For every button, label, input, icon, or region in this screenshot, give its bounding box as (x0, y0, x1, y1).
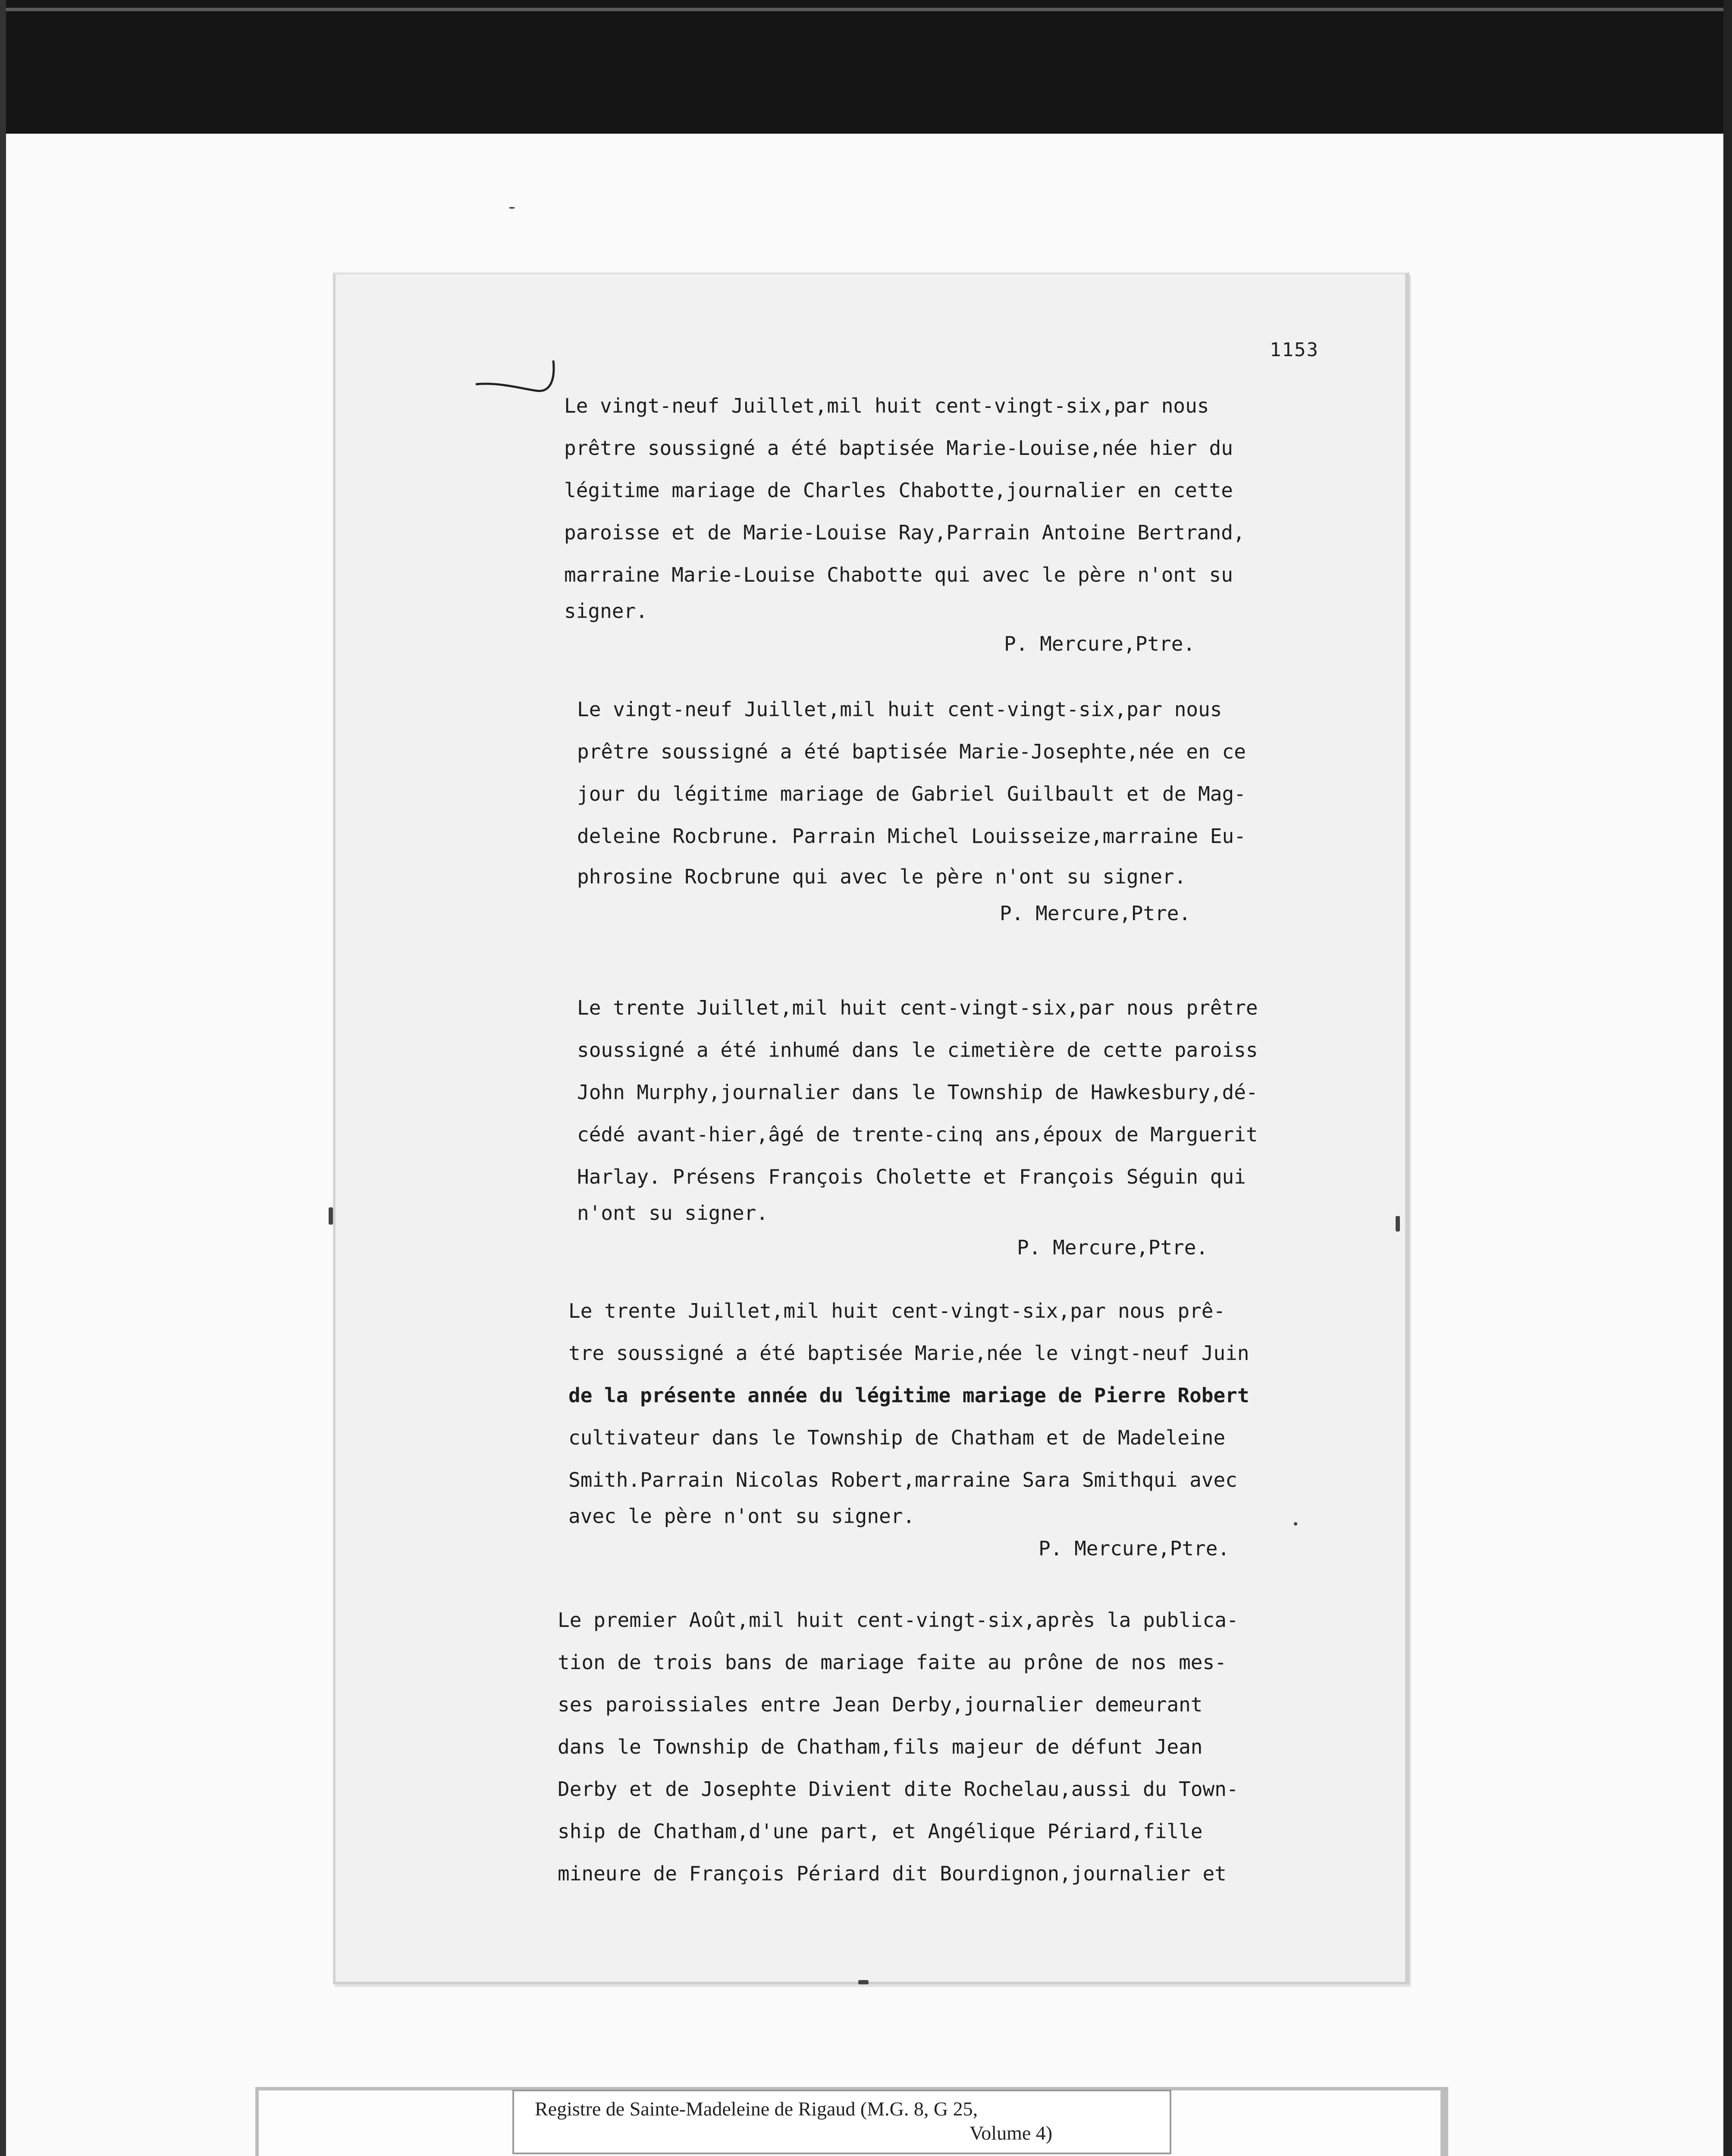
film-top-band (0, 0, 1732, 134)
register-entry (558, 1599, 1325, 1895)
register-entry (564, 385, 1332, 661)
register-entry (577, 987, 1345, 1267)
entry-line: n'ont su signer. (577, 1201, 769, 1225)
entry-line: légitime mariage de Charles Chabotte,journalier en cette (564, 479, 1233, 502)
entry-line: ses paroissiales entre Jean Derby,journalier demeurant (558, 1693, 1203, 1716)
label-line: Registre de Sainte-Madeleine de Rigaud (M.G. 8, G 25, (535, 2098, 978, 2120)
entry-line: Smith.Parrain Nicolas Robert,marraine Sara Smithqui avec (568, 1468, 1237, 1492)
register-page (333, 273, 1409, 1984)
entry-line: Le trente Juillet,mil huit cent-vingt-six,par nous prêtre (577, 996, 1258, 1019)
entry-line: Le trente Juillet,mil huit cent-vingt-six,par nous prê- (568, 1299, 1226, 1322)
priest-signature: P. Mercure,Ptre. (1017, 1236, 1208, 1259)
film-edge-line (0, 8, 1732, 11)
page-number: 1153 (1270, 339, 1319, 361)
entry-line: Le premier Août,mil huit cent-vingt-six,après la publica- (558, 1608, 1239, 1632)
entry-line: ship de Chatham,d'une part, et Angélique Périard,fille (558, 1820, 1203, 1843)
label-line: Volume 4) (970, 2122, 1053, 2144)
entry-line: Le vingt-neuf Juillet,mil huit cent-vingt-six,par nous (577, 698, 1222, 721)
entry-line: Le vingt-neuf Juillet,mil huit cent-vingt-six,par nous (564, 394, 1209, 417)
entry-line: prêtre soussigné a été baptisée Marie-Josephte,née en ce (577, 740, 1246, 763)
film-speck (329, 1207, 333, 1225)
entry-line: deleine Rocbrune. Parrain Michel Louisseize,marraine Eu- (577, 824, 1246, 848)
entry-line: prêtre soussigné a été baptisée Marie-Louise,née hier du (564, 436, 1233, 460)
entry-line: tre soussigné a été baptisée Marie,née le vingt-neuf Juin (568, 1341, 1249, 1365)
entry-line: Harlay. Présens François Cholette et François Séguin qui (577, 1165, 1246, 1188)
entry-line: Derby et de Josephte Divient dite Rochelau,aussi du Town- (558, 1777, 1239, 1801)
entry-line: tion de trois bans de mariage faite au prône de nos mes- (558, 1651, 1227, 1674)
entry-line: avec le père n'ont su signer. (568, 1504, 915, 1528)
film-left-edge (0, 0, 6, 2156)
entry-line: de la présente année du légitime mariage de Pierre Robert (568, 1384, 1249, 1407)
priest-signature: P. Mercure,Ptre. (1039, 1537, 1230, 1560)
margin-hook-mark (474, 352, 577, 412)
register-entry (568, 1290, 1336, 1566)
film-right-edge (1723, 0, 1732, 2156)
entry-line: phrosine Rocbrune qui avec le père n'ont su signer. (577, 865, 1186, 888)
priest-signature: P. Mercure,Ptre. (1000, 902, 1191, 925)
film-speck (509, 207, 515, 209)
register-entry (577, 688, 1345, 931)
entry-line: signer. (564, 599, 648, 623)
entry-line: jour du légitime mariage de Gabriel Guilbault et de Mag- (577, 782, 1246, 805)
film-speck (858, 1980, 869, 1984)
film-speck (1294, 1522, 1297, 1526)
entry-line: paroisse et de Marie-Louise Ray,Parrain Antoine Bertrand, (564, 521, 1245, 544)
film-speck (1396, 1216, 1400, 1232)
entry-line: mineure de François Périard dit Bourdignon,journalier et (558, 1862, 1227, 1885)
entry-line: soussigné a été inhumé dans le cimetière de cette paroiss (577, 1038, 1258, 1062)
entry-line: John Murphy,journalier dans le Township de Hawkesbury,dé- (577, 1081, 1258, 1104)
entry-line: marraine Marie-Louise Chabotte qui avec le père n'ont su (564, 563, 1233, 586)
entry-line: dans le Township de Chatham,fils majeur de défunt Jean (558, 1735, 1203, 1758)
register-label (512, 2090, 1171, 2154)
entry-line: cultivateur dans le Township de Chatham et de Madeleine (568, 1426, 1226, 1449)
priest-signature: P. Mercure,Ptre. (1004, 632, 1195, 655)
entry-line: cédé avant-hier,âgé de trente-cinq ans,époux de Marguerit (577, 1123, 1258, 1146)
